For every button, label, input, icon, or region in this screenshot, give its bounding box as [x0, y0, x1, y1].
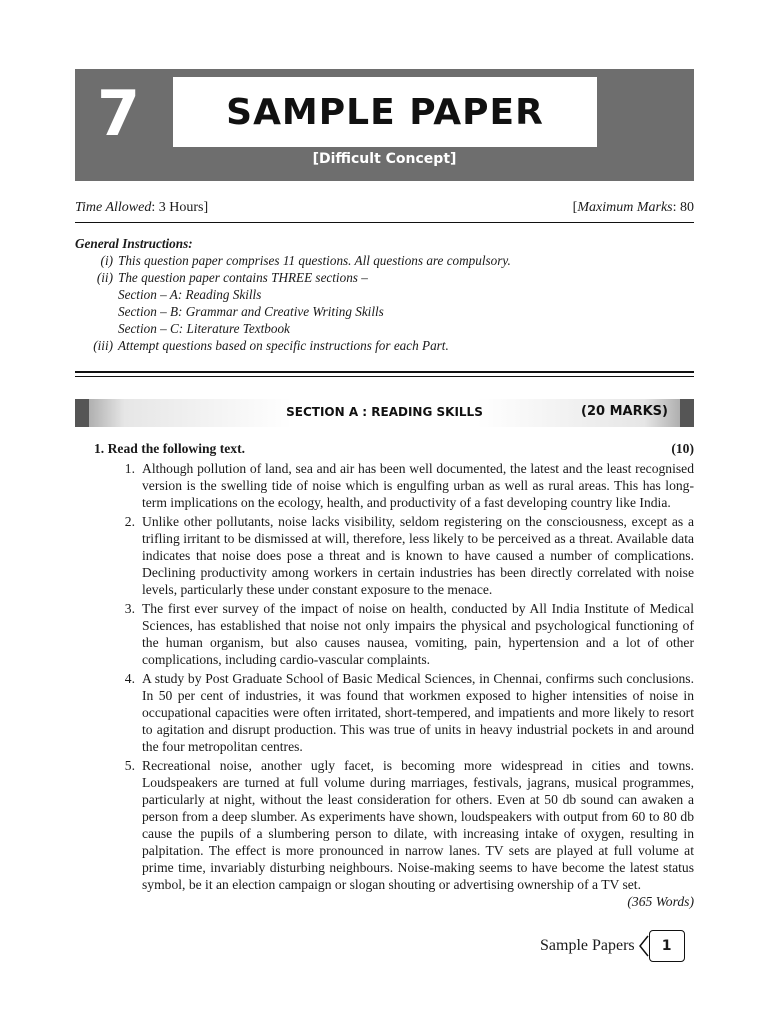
- passage-paragraph: [94, 460, 694, 511]
- time-label: Time Allowed: [75, 200, 152, 215]
- paragraph-number: 5.: [124, 758, 135, 773]
- exam-meta: [75, 200, 694, 216]
- paragraph-text: [142, 757, 694, 910]
- question-label: 1. Read the following text.: [94, 441, 246, 456]
- section-list-item: Section – C: Literature Textbook: [118, 321, 290, 336]
- paragraph-text: Unlike other pollutants, noise lacks visibility, seldom registering on the consciousness, except as a trifling irritant to be dismissed at will, therefore, less likely to be perceived as a threat. Available data indicates that noise does pose a threat and is known to have caused a number of complications. Declining productivity among workers in certain industries has been directly correlated with noise levels, particularly these under constant exposure to the menace.: [142, 514, 694, 597]
- section-bar-right-cap: [680, 399, 694, 427]
- section-list-item: Section – A: Reading Skills: [118, 287, 262, 302]
- passage-paragraph: [94, 757, 694, 910]
- divider-thin: [75, 376, 694, 377]
- instruction-item: [75, 337, 694, 354]
- passage: [94, 460, 694, 912]
- section-list-item: Section – B: Grammar and Creative Writing Skills: [118, 304, 384, 319]
- marks-value: : 80: [672, 200, 694, 215]
- chevron-left-icon: [639, 935, 649, 957]
- title-box: [173, 77, 597, 147]
- word-count: (365 Words): [627, 894, 694, 909]
- instruction-item: [75, 269, 694, 286]
- section-title: SECTION A : READING SKILLS: [286, 405, 483, 419]
- general-instructions: [75, 235, 694, 354]
- instruction-item: [75, 252, 694, 269]
- instruction-text: The question paper contains THREE sections –: [118, 270, 368, 285]
- paragraph-number: 2.: [124, 514, 135, 529]
- instruction-number: (ii): [96, 270, 113, 285]
- question-header: [94, 441, 694, 457]
- passage-paragraph: [94, 600, 694, 668]
- passage-paragraph: [94, 670, 694, 755]
- instructions-heading: General Instructions:: [75, 236, 193, 251]
- paragraph-text: A study by Post Graduate School of Basic Medical Sciences, in Chennai, confirms such conclusions. In 50 per cent of industries, it was found that workmen exposed to higher intensities of noise in occupational capacities were often irritated, short-tempered, and impatients and more likely to resort to agitation and disrupt production. This was true of units in heavy industrial pockets in and around the four metropolitan centres.: [142, 671, 694, 754]
- page-title: SAMPLE PAPER: [226, 91, 544, 133]
- maximum-marks: [573, 200, 694, 216]
- page-number: 1: [649, 930, 685, 962]
- instruction-text: This question paper comprises 11 questions. All questions are compulsory.: [118, 253, 511, 268]
- instruction-number: (i): [100, 253, 113, 268]
- header-banner: [75, 69, 694, 181]
- paragraph-number: 4.: [124, 671, 135, 686]
- section-header-bar: [75, 399, 694, 427]
- marks-label: Maximum Marks: [577, 200, 673, 215]
- paragraph-number: 3.: [124, 601, 135, 616]
- paragraph-text: The first ever survey of the impact of noise on health, conducted by All India Institute of Medical Sciences, has established that noise not only impairs the physical and psychological functioning of the human organism, but also causes nausea, vomiting, pain, hypertension and a lot of other complications, including cardio-vascular complaints.: [142, 601, 694, 667]
- passage-paragraph: [94, 513, 694, 598]
- divider-top: [75, 222, 694, 223]
- divider-thick: [75, 371, 694, 373]
- paragraph-body: Recreational noise, another ugly facet, is becoming more widespread in cities and towns. Loudspeakers are turned at full volume during marriages, festivals, jagrans, musical programmes, particularly at night, without the least consideration for others. Even at 50 db sound can awaken a person from a deep slumber. As experiments have shown, loudspeakers with output from 60 to 80 db cause the pupils of a slumbering person to dilate, with increasing intake of oxygen, resulting in palpitation. The effect is more pronounced in narrow lanes. TV sets are played at full volume at prime time, invariably disturbing neighbours. Noise-making seems to have become the latest status symbol, be it an election campaign or slogan shouting or advertising ownership of a TV set.: [142, 758, 694, 892]
- paragraph-number: 1.: [124, 461, 135, 476]
- question-marks: (10): [671, 441, 694, 456]
- time-allowed: [75, 200, 208, 216]
- page-footer: [540, 930, 685, 962]
- instruction-text: Attempt questions based on specific instructions for each Part.: [118, 338, 449, 353]
- paragraph-text: Although pollution of land, sea and air has been well documented, the latest and the least recognised version is the swelling tide of noise which is engulfing urban as well as rural areas. This has long-term implications on the ecology, health, and productivity of a fast developing country like India.: [142, 461, 694, 510]
- footer-label: Sample Papers: [540, 937, 635, 954]
- marks-prefix: [: [572, 200, 578, 215]
- section-marks: (20 MARKS): [581, 404, 668, 419]
- page-subtitle: [Difficult Concept]: [312, 151, 457, 167]
- instruction-number: (iii): [93, 338, 113, 353]
- time-value: : 3 Hours]: [151, 200, 209, 215]
- paper-number: 7: [97, 77, 141, 150]
